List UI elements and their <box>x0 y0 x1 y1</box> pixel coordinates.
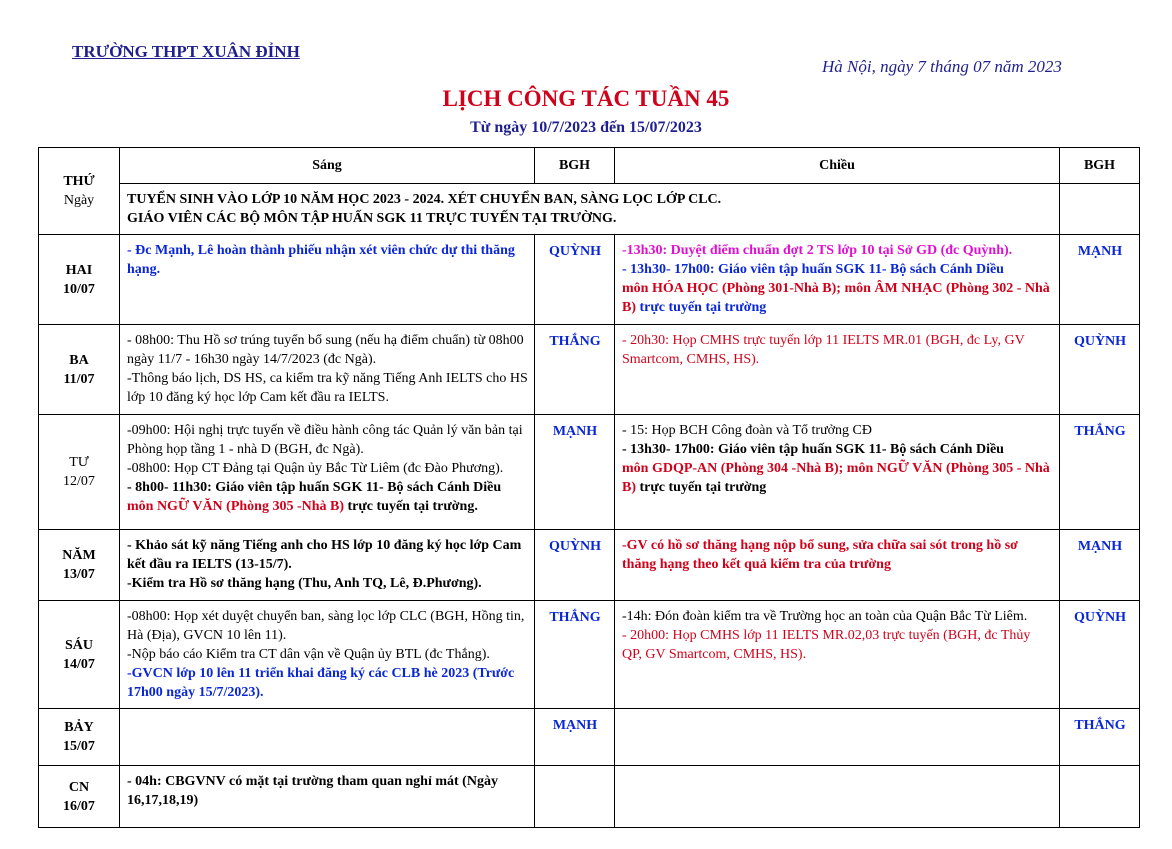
afternoon-item: - 20h00: Họp CMHS lớp 11 IELTS MR.02,03 trực tuyến (BGH, đc Thủy QP, GV Smartcom, CMHS, HS). <box>622 628 1031 662</box>
week-notice <box>120 184 1060 235</box>
bgh-morning: MẠNH <box>535 415 615 530</box>
afternoon-cell <box>615 530 1060 601</box>
morning-item: -08h00: Họp CT Đảng tại Quận ủy Bắc Từ Liêm (đc Đào Phương). <box>127 461 504 476</box>
bgh-morning-column-header: BGH <box>535 148 615 184</box>
day-date: 11/07 <box>63 371 95 387</box>
morning-cell <box>120 601 535 709</box>
afternoon-cell <box>615 601 1060 709</box>
morning-item: trực tuyến tại trường. <box>344 499 478 514</box>
morning-cell <box>120 766 535 828</box>
morning-item: - 8h00- 11h30: Giáo viên tập huấn SGK 11- Bộ sách Cánh Diều <box>127 480 502 495</box>
day-name: HAI <box>65 262 93 278</box>
bgh-afternoon: THẮNG <box>1060 415 1140 530</box>
morning-cell <box>120 325 535 415</box>
morning-item: - 04h: CBGVNV có mặt tại trường tham quan nghỉ mát (Ngày 16,17,18,19) <box>127 774 498 808</box>
page-title: LỊCH CÔNG TÁC TUẦN 45 <box>442 86 730 111</box>
bgh-afternoon: THẮNG <box>1060 709 1140 766</box>
morning-cell <box>120 415 535 530</box>
morning-item: -09h00: Hội nghị trực tuyến về điều hành công tác Quản lý văn bản tại Phòng họp tầng 1 - nhà D (BGH, đc Ngà). <box>127 423 523 457</box>
bgh-morning: MẠNH <box>535 709 615 766</box>
afternoon-cell <box>615 709 1060 766</box>
table-row <box>39 415 1140 530</box>
day-name: CN <box>68 779 90 795</box>
afternoon-item: môn HÓA HỌC (Phòng 301-Nhà B); môn ÂM NHẠC (Phòng 302 - Nhà B) <box>622 281 1050 315</box>
day-name: BẢY <box>64 720 94 735</box>
afternoon-item: - 20h30: Họp CMHS trực tuyến lớp 11 IELTS MR.01 (BGH, đc Ly, GV Smartcom, CMHS, HS). <box>622 333 1025 367</box>
table-row <box>39 530 1140 601</box>
ngay-label: Ngày <box>63 193 95 208</box>
morning-item: -08h00: Họp xét duyệt chuyển ban, sàng lọc lớp CLC (BGH, Hồng tin, Hà (Địa), GVCN 10 lên 11). <box>127 609 525 643</box>
morning-item: - Khảo sát kỹ năng Tiếng anh cho HS lớp 10 đăng ký học lớp Cam kết đầu ra IELTS (13-15/7). <box>127 538 522 572</box>
afternoon-item: trực tuyến tại trường <box>636 480 767 495</box>
afternoon-column-header: Chiều <box>615 148 1060 184</box>
bgh-afternoon-column-header: BGH <box>1060 148 1140 184</box>
table-row <box>39 325 1140 415</box>
notice-row <box>39 184 1140 235</box>
afternoon-item: - 15: Họp BCH Công đoàn và Tổ trưởng CĐ <box>622 423 873 438</box>
day-cell <box>39 530 120 601</box>
day-name: TƯ <box>69 455 89 470</box>
morning-item: -Kiểm tra Hồ sơ thăng hạng (Thu, Anh TQ, Lê, Đ.Phương). <box>127 576 482 591</box>
day-date: 14/07 <box>63 656 95 672</box>
day-cell <box>39 601 120 709</box>
day-cell <box>39 235 120 325</box>
day-date: 10/07 <box>63 281 95 297</box>
header-row <box>39 148 1140 184</box>
morning-item: - Đc Mạnh, Lê hoàn thành phiếu nhận xét viên chức dự thi thăng hạng. <box>127 243 515 277</box>
page-subtitle: Từ ngày 10/7/2023 đến 15/07/2023 <box>470 119 702 136</box>
dateline: Hà Nội, ngày 7 tháng 07 năm 2023 <box>822 57 1062 76</box>
afternoon-item: -14h: Đón đoàn kiểm tra về Trường học an toàn của Quận Bắc Từ Liêm. <box>622 609 1028 624</box>
bgh-morning: QUỲNH <box>535 235 615 325</box>
afternoon-cell <box>615 415 1060 530</box>
afternoon-item: - 13h30- 17h00: Giáo viên tập huấn SGK 11- Bộ sách Cánh Diều <box>622 442 1004 457</box>
notice-line: TUYỂN SINH VÀO LỚP 10 NĂM HỌC 2023 - 2024. XÉT CHUYỂN BAN, SÀNG LỌC LỚP CLC. <box>127 192 722 207</box>
morning-item: - 08h00: Thu Hồ sơ trúng tuyển bổ sung (nếu hạ điểm chuẩn) từ 08h00 ngày 11/7 - 16h30 ngày 14/7/2023 (đc Ngà). <box>127 333 524 367</box>
morning-column-header: Sáng <box>120 148 535 184</box>
morning-item: -Thông báo lịch, DS HS, ca kiểm tra kỹ năng Tiếng Anh IELTS cho HS lớp 10 đăng ký học lớp Cam kết đầu ra IELTS. <box>127 371 528 405</box>
notice-empty-cell <box>1060 184 1140 235</box>
bgh-afternoon: MẠNH <box>1060 235 1140 325</box>
morning-cell <box>120 709 535 766</box>
bgh-afternoon: MẠNH <box>1060 530 1140 601</box>
day-column-header <box>39 148 120 235</box>
bgh-morning: THẮNG <box>535 601 615 709</box>
day-cell <box>39 766 120 828</box>
schedule-table <box>38 147 1140 828</box>
afternoon-item: trực tuyến tại trường <box>636 300 767 315</box>
day-date: 13/07 <box>63 567 95 582</box>
bgh-morning <box>535 766 615 828</box>
thu-label: THỨ <box>63 174 95 189</box>
day-name: SÁU <box>64 637 93 653</box>
day-name: NĂM <box>62 548 96 563</box>
afternoon-item: - 13h30- 17h00: Giáo viên tập huấn SGK 11- Bộ sách Cánh Diều <box>622 262 1004 277</box>
table-row <box>39 601 1140 709</box>
morning-item: môn NGỮ VĂN (Phòng 305 -Nhà B) <box>127 499 345 514</box>
bgh-afternoon <box>1060 766 1140 828</box>
bgh-morning: QUỲNH <box>535 530 615 601</box>
bgh-afternoon: QUỲNH <box>1060 325 1140 415</box>
table-row <box>39 766 1140 828</box>
afternoon-item: -13h30: Duyệt điểm chuẩn đợt 2 TS lớp 10 tại Sở GD (đc Quỳnh). <box>622 243 1013 258</box>
day-date: 12/07 <box>63 474 95 489</box>
bgh-morning: THẮNG <box>535 325 615 415</box>
notice-line: GIÁO VIÊN CÁC BỘ MÔN TẬP HUẤN SGK 11 TRỰC TUYẾN TẠI TRƯỜNG. <box>127 211 617 226</box>
morning-cell <box>120 530 535 601</box>
table-row <box>39 709 1140 766</box>
afternoon-item: môn GDQP-AN (Phòng 304 -Nhà B); môn NGỮ VĂN (Phòng 305 - Nhà B) <box>622 461 1050 495</box>
school-name: TRƯỜNG THPT XUÂN ĐỈNH <box>72 42 300 61</box>
afternoon-item: -GV có hồ sơ thăng hạng nộp bổ sung, sửa chữa sai sót trong hồ sơ thăng hạng theo kết quả kiểm tra của trường <box>622 538 1018 572</box>
table-row <box>39 235 1140 325</box>
day-cell <box>39 325 120 415</box>
morning-item: -Nộp báo cáo Kiểm tra CT dân vận về Quận ủy BTL (đc Thắng). <box>127 647 490 662</box>
day-cell <box>39 709 120 766</box>
day-name: BA <box>69 352 89 368</box>
morning-item: -GVCN lớp 10 lên 11 triển khai đăng ký các CLB hè 2023 (Trước 17h00 ngày 15/7/2023). <box>127 666 515 700</box>
morning-cell <box>120 235 535 325</box>
afternoon-cell <box>615 235 1060 325</box>
day-cell <box>39 415 120 530</box>
day-date: 16/07 <box>63 798 95 814</box>
bgh-afternoon: QUỲNH <box>1060 601 1140 709</box>
afternoon-cell <box>615 325 1060 415</box>
afternoon-cell <box>615 766 1060 828</box>
day-date: 15/07 <box>63 739 95 754</box>
